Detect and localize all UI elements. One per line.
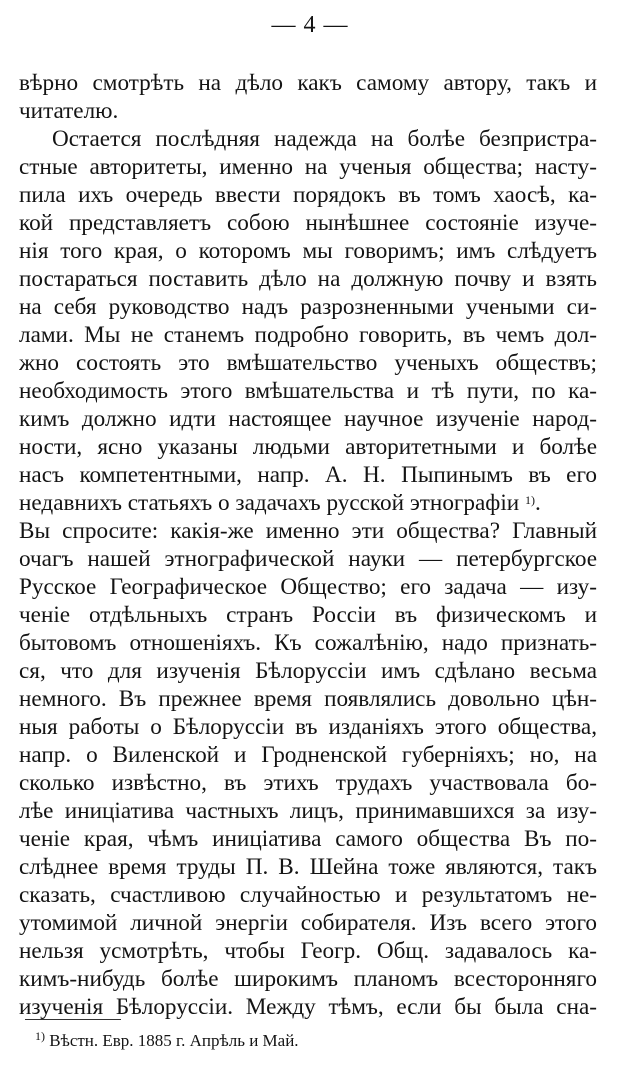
text-line: нельзя усмотрѣть, чтобы Геогр. Общ. задавалось ка-	[19, 938, 597, 964]
text-line: сколько извѣстно, въ этихъ трудахъ участвовала бо-	[19, 770, 597, 796]
text-line: Русское Географическое Общество; его задача — изу-	[19, 574, 597, 600]
text-line-fragment: недавнихъ статьяхъ о задачахъ русской этнографіи	[19, 490, 520, 516]
text-line: немного. Въ прежнее время появлялись довольно цѣн-	[19, 686, 597, 712]
footnote	[35, 1028, 299, 1054]
text-line: нія того края, о которомъ мы говоримъ; имъ слѣдуетъ	[19, 238, 597, 264]
text-line: стные авторитеты, именно на ученыя общества; насту-	[19, 154, 597, 180]
text-line: лѣе иниціатива частныхъ лицъ, принимавшихся за изу-	[19, 798, 597, 824]
text-line-with-footnote-ref: недавнихъ статьяхъ о задачахъ русской этнографіи $^{1)}$.	[19, 490, 541, 516]
text-line: изученія Бѣлоруссіи. Между тѣмъ, если бы была сна-	[19, 994, 597, 1020]
text-line: кимъ-нибудь болѣе широкимъ планомъ всесторонняго	[19, 966, 597, 992]
text-line: слѣднее время труды П. В. Шейна тоже являются, такъ	[19, 854, 597, 880]
text-line: ныя работы о Бѣлоруссіи въ изданіяхъ этого общества,	[19, 714, 597, 740]
text-line: ности, ясно указаны людьми авторитетными и болѣе	[19, 434, 597, 460]
text-line: кой представляетъ собою нынѣшнее состояніе изуче-	[19, 210, 597, 236]
text-line: вѣрно смотрѣть на дѣло какъ самому автору, такъ и	[19, 70, 597, 96]
footnote-divider	[25, 1019, 121, 1020]
text-line: ся, что для изученія Бѣлоруссіи имъ сдѣлано весьма	[19, 658, 597, 684]
footnote-text: Вѣстн. Евр. 1885 г. Апрѣль и Май.	[49, 1031, 299, 1050]
footnote-marker: 1)	[35, 1029, 45, 1043]
text-line: на себя руководство надъ разрозненными учеными си-	[19, 294, 597, 320]
text-line: насъ компетентными, напр. А. Н. Пыпинымъ въ его	[19, 462, 597, 488]
text-line: бытовомъ отношеніяхъ. Къ сожалѣнію, надо признать-	[19, 630, 597, 656]
page-number: — 4 —	[271, 12, 349, 38]
text-line: ченіе края, чѣмъ иниціатива самого общества Въ по-	[19, 826, 597, 852]
text-line: жно состоять это вмѣшательство ученыхъ обществъ;	[19, 350, 597, 376]
text-line: Остается послѣдняя надежда на болѣе безпристра-	[52, 126, 597, 152]
footnote-reference: 1)	[524, 493, 535, 507]
text-line: читателю.	[19, 98, 119, 124]
text-line: необходимость этого вмѣшательства и тѣ пути, по ка-	[19, 378, 597, 404]
text-line: кимъ должно идти настоящее научное изученіе народ-	[19, 406, 597, 432]
text-line: сказать, счастливою случайностью и результатомъ не-	[19, 882, 597, 908]
text-line: лами. Мы не станемъ подробно говорить, въ чемъ дол-	[19, 322, 597, 348]
text-line: пила ихъ очередь ввести порядокъ въ томъ хаосѣ, ка-	[19, 182, 597, 208]
text-line: постараться поставить дѣло на должную почву и взять	[19, 266, 597, 292]
text-line: ченіе отдѣльныхъ странъ Россіи въ физическомъ и	[19, 602, 597, 628]
text-line: Вы спросите: какія-же именно эти общества? Главный	[19, 518, 597, 544]
text-line: утомимой личной энергіи собирателя. Изъ всего этого	[19, 910, 597, 936]
text-line: напр. о Виленской и Гродненской губерніяхъ; но, на	[19, 742, 597, 768]
text-line: очагъ нашей этнографической науки — петербургское	[19, 546, 597, 572]
